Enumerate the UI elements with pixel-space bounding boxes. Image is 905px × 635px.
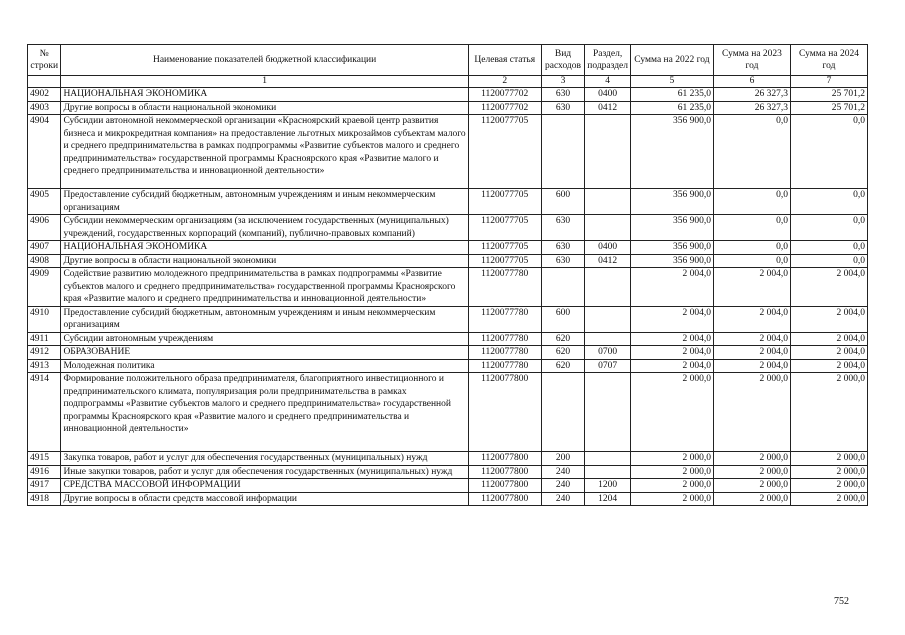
row-target: 1120077780 bbox=[468, 268, 541, 307]
row-section: 1200 bbox=[585, 479, 631, 493]
column-number: 1 bbox=[61, 76, 468, 88]
row-expense-type: 620 bbox=[541, 332, 585, 346]
row-section bbox=[585, 215, 631, 241]
row-name: Субсидии автономным учреждениям bbox=[61, 332, 468, 346]
row-sum-2022: 2 004,0 bbox=[630, 268, 713, 307]
row-number: 4910 bbox=[28, 306, 61, 332]
table-row bbox=[28, 306, 868, 332]
row-sum-2024: 0,0 bbox=[790, 241, 867, 255]
row-target: 1120077705 bbox=[468, 215, 541, 241]
row-expense-type: 600 bbox=[541, 306, 585, 332]
row-expense-type: 620 bbox=[541, 359, 585, 373]
row-target: 1120077780 bbox=[468, 346, 541, 360]
row-target: 1120077800 bbox=[468, 479, 541, 493]
row-name: Предоставление субсидий бюджетным, автономным учреждениям и иным некоммерческим организациям bbox=[61, 306, 468, 332]
row-sum-2023: 2 000,0 bbox=[713, 465, 790, 479]
table-row bbox=[28, 373, 868, 452]
row-expense-type: 240 bbox=[541, 492, 585, 506]
header-name: Наименование показателей бюджетной классификации bbox=[61, 45, 468, 76]
row-expense-type: 240 bbox=[541, 465, 585, 479]
row-expense-type: 620 bbox=[541, 346, 585, 360]
row-number: 4916 bbox=[28, 465, 61, 479]
row-sum-2024: 2 004,0 bbox=[790, 346, 867, 360]
row-section bbox=[585, 452, 631, 466]
row-sum-2022: 2 000,0 bbox=[630, 452, 713, 466]
row-expense-type: 630 bbox=[541, 254, 585, 268]
row-number: 4911 bbox=[28, 332, 61, 346]
row-number: 4903 bbox=[28, 101, 61, 115]
column-number: 7 bbox=[790, 76, 867, 88]
row-section bbox=[585, 189, 631, 215]
table-row bbox=[28, 346, 868, 360]
row-name: Субсидии автономной некоммерческой организации «Красноярский краевой центр развития бизнеса и микрокредитная компания» на предоставление льготных микрозаймов субъектам малого и среднего предпринимательства в рамках подпрограммы «Развитие субъектов малого и среднего предпринимательства» государственной программы Красноярского края «Развитие малого и среднего предпринимательства и инновационной деятельности» bbox=[61, 115, 468, 189]
row-sum-2022: 2 004,0 bbox=[630, 306, 713, 332]
table-row bbox=[28, 492, 868, 506]
row-expense-type: 630 bbox=[541, 101, 585, 115]
row-expense-type: 630 bbox=[541, 215, 585, 241]
row-target: 1120077780 bbox=[468, 306, 541, 332]
header-target: Целевая статья bbox=[468, 45, 541, 76]
row-section: 1204 bbox=[585, 492, 631, 506]
header-row-no: № строки bbox=[28, 45, 61, 76]
row-name: ОБРАЗОВАНИЕ bbox=[61, 346, 468, 360]
row-target: 1120077800 bbox=[468, 452, 541, 466]
table-row bbox=[28, 465, 868, 479]
row-sum-2023: 2 000,0 bbox=[713, 452, 790, 466]
row-sum-2023: 0,0 bbox=[713, 215, 790, 241]
row-expense-type: 200 bbox=[541, 452, 585, 466]
row-sum-2024: 2 004,0 bbox=[790, 306, 867, 332]
row-name: Закупка товаров, работ и услуг для обеспечения государственных (муниципальных) нужд bbox=[61, 452, 468, 466]
row-target: 1120077702 bbox=[468, 88, 541, 102]
row-section bbox=[585, 332, 631, 346]
budget-table bbox=[27, 44, 868, 506]
row-name: Содействие развитию молодежного предпринимательства в рамках подпрограммы «Развитие субъектов малого и среднего предпринимательства» государственной программы Красноярского края «Развитие малого и среднего предпринимательства и инновационной деятельности» bbox=[61, 268, 468, 307]
table-row bbox=[28, 241, 868, 255]
row-name: НАЦИОНАЛЬНАЯ ЭКОНОМИКА bbox=[61, 241, 468, 255]
row-sum-2024: 2 000,0 bbox=[790, 373, 867, 452]
row-section bbox=[585, 115, 631, 189]
table-row bbox=[28, 332, 868, 346]
row-sum-2023: 0,0 bbox=[713, 115, 790, 189]
row-sum-2023: 26 327,3 bbox=[713, 88, 790, 102]
row-number: 4905 bbox=[28, 189, 61, 215]
row-sum-2024: 25 701,2 bbox=[790, 101, 867, 115]
row-sum-2023: 2 004,0 bbox=[713, 359, 790, 373]
row-number: 4909 bbox=[28, 268, 61, 307]
row-sum-2022: 2 000,0 bbox=[630, 373, 713, 452]
row-sum-2024: 25 701,2 bbox=[790, 88, 867, 102]
row-sum-2023: 2 004,0 bbox=[713, 306, 790, 332]
row-sum-2023: 26 327,3 bbox=[713, 101, 790, 115]
row-expense-type bbox=[541, 373, 585, 452]
row-name: Предоставление субсидий бюджетным, автономным учреждениям и иным некоммерческим организациям bbox=[61, 189, 468, 215]
table-row bbox=[28, 101, 868, 115]
row-number: 4918 bbox=[28, 492, 61, 506]
row-number: 4904 bbox=[28, 115, 61, 189]
row-sum-2024: 0,0 bbox=[790, 115, 867, 189]
row-sum-2023: 2 000,0 bbox=[713, 479, 790, 493]
row-expense-type: 600 bbox=[541, 189, 585, 215]
row-expense-type: 240 bbox=[541, 479, 585, 493]
row-name: Формирование положительного образа предпринимателя, благоприятного инвестиционного и предпринимательского климата, популяризация роли предпринимательства в рамках подпрограммы «Развитие субъектов малого и среднего предпринимательства» государственной программы Красноярского края «Развитие малого и среднего предпринимательства и инновационной деятельности» bbox=[61, 373, 468, 452]
column-number: 5 bbox=[630, 76, 713, 88]
header-sum-2022: Сумма на 2022 год bbox=[630, 45, 713, 76]
row-target: 1120077800 bbox=[468, 373, 541, 452]
row-sum-2022: 2 004,0 bbox=[630, 332, 713, 346]
row-number: 4902 bbox=[28, 88, 61, 102]
row-section: 0412 bbox=[585, 254, 631, 268]
table-row bbox=[28, 452, 868, 466]
row-target: 1120077705 bbox=[468, 254, 541, 268]
row-sum-2024: 2 004,0 bbox=[790, 359, 867, 373]
row-number: 4908 bbox=[28, 254, 61, 268]
row-name: Субсидии некоммерческим организациям (за исключением государственных (муниципальных) учреждений, государственных корпораций (компаний), публично-правовых компаний) bbox=[61, 215, 468, 241]
header-sum-2024: Сумма на 2024 год bbox=[790, 45, 867, 76]
row-sum-2022: 61 235,0 bbox=[630, 88, 713, 102]
row-sum-2022: 356 900,0 bbox=[630, 215, 713, 241]
row-number: 4915 bbox=[28, 452, 61, 466]
row-sum-2024: 2 000,0 bbox=[790, 452, 867, 466]
table-row bbox=[28, 189, 868, 215]
row-section: 0400 bbox=[585, 241, 631, 255]
row-sum-2023: 2 004,0 bbox=[713, 346, 790, 360]
row-expense-type: 630 bbox=[541, 88, 585, 102]
row-sum-2022: 356 900,0 bbox=[630, 115, 713, 189]
row-name: Другие вопросы в области средств массовой информации bbox=[61, 492, 468, 506]
row-expense-type bbox=[541, 268, 585, 307]
table-body bbox=[28, 88, 868, 506]
row-section bbox=[585, 306, 631, 332]
column-numbers-row bbox=[28, 76, 868, 88]
header-sum-2023: Сумма на 2023 год bbox=[713, 45, 790, 76]
row-sum-2023: 0,0 bbox=[713, 189, 790, 215]
row-expense-type: 630 bbox=[541, 241, 585, 255]
row-section bbox=[585, 268, 631, 307]
header-section: Раздел, подраздел bbox=[585, 45, 631, 76]
row-sum-2024: 0,0 bbox=[790, 189, 867, 215]
row-name: Иные закупки товаров, работ и услуг для обеспечения государственных (муниципальных) нужд bbox=[61, 465, 468, 479]
table-row bbox=[28, 215, 868, 241]
row-section bbox=[585, 465, 631, 479]
row-sum-2023: 2 004,0 bbox=[713, 332, 790, 346]
column-number: 3 bbox=[541, 76, 585, 88]
table-row bbox=[28, 268, 868, 307]
row-sum-2024: 2 000,0 bbox=[790, 465, 867, 479]
column-number: 4 bbox=[585, 76, 631, 88]
row-target: 1120077800 bbox=[468, 492, 541, 506]
row-number: 4912 bbox=[28, 346, 61, 360]
row-number: 4906 bbox=[28, 215, 61, 241]
row-section: 0400 bbox=[585, 88, 631, 102]
row-sum-2023: 2 000,0 bbox=[713, 373, 790, 452]
header-row bbox=[28, 45, 868, 76]
table-row bbox=[28, 359, 868, 373]
row-section: 0707 bbox=[585, 359, 631, 373]
column-number bbox=[28, 76, 61, 88]
row-sum-2023: 2 000,0 bbox=[713, 492, 790, 506]
row-sum-2022: 356 900,0 bbox=[630, 241, 713, 255]
row-number: 4914 bbox=[28, 373, 61, 452]
row-sum-2024: 2 000,0 bbox=[790, 492, 867, 506]
row-expense-type bbox=[541, 115, 585, 189]
row-sum-2022: 356 900,0 bbox=[630, 254, 713, 268]
row-target: 1120077702 bbox=[468, 101, 541, 115]
table-row bbox=[28, 88, 868, 102]
table-row bbox=[28, 115, 868, 189]
row-sum-2022: 2 000,0 bbox=[630, 492, 713, 506]
page-number: 752 bbox=[834, 596, 849, 607]
row-name: НАЦИОНАЛЬНАЯ ЭКОНОМИКА bbox=[61, 88, 468, 102]
row-sum-2024: 2 004,0 bbox=[790, 332, 867, 346]
row-sum-2022: 2 000,0 bbox=[630, 479, 713, 493]
row-sum-2022: 2 000,0 bbox=[630, 465, 713, 479]
table-row bbox=[28, 479, 868, 493]
row-sum-2022: 356 900,0 bbox=[630, 189, 713, 215]
column-number: 6 bbox=[713, 76, 790, 88]
row-target: 1120077800 bbox=[468, 465, 541, 479]
row-sum-2022: 61 235,0 bbox=[630, 101, 713, 115]
row-name: Другие вопросы в области национальной экономики bbox=[61, 254, 468, 268]
row-name: Другие вопросы в области национальной экономики bbox=[61, 101, 468, 115]
row-number: 4917 bbox=[28, 479, 61, 493]
row-sum-2024: 0,0 bbox=[790, 215, 867, 241]
row-number: 4913 bbox=[28, 359, 61, 373]
row-sum-2023: 2 004,0 bbox=[713, 268, 790, 307]
row-sum-2024: 2 000,0 bbox=[790, 479, 867, 493]
row-sum-2023: 0,0 bbox=[713, 254, 790, 268]
row-target: 1120077705 bbox=[468, 115, 541, 189]
row-target: 1120077705 bbox=[468, 241, 541, 255]
row-section bbox=[585, 373, 631, 452]
table-row bbox=[28, 254, 868, 268]
row-section: 0700 bbox=[585, 346, 631, 360]
row-name: СРЕДСТВА МАССОВОЙ ИНФОРМАЦИИ bbox=[61, 479, 468, 493]
row-sum-2022: 2 004,0 bbox=[630, 359, 713, 373]
row-sum-2023: 0,0 bbox=[713, 241, 790, 255]
row-sum-2022: 2 004,0 bbox=[630, 346, 713, 360]
row-sum-2024: 0,0 bbox=[790, 254, 867, 268]
column-number: 2 bbox=[468, 76, 541, 88]
row-name: Молодежная политика bbox=[61, 359, 468, 373]
row-target: 1120077780 bbox=[468, 359, 541, 373]
row-target: 1120077705 bbox=[468, 189, 541, 215]
row-section: 0412 bbox=[585, 101, 631, 115]
row-target: 1120077780 bbox=[468, 332, 541, 346]
row-number: 4907 bbox=[28, 241, 61, 255]
row-sum-2024: 2 004,0 bbox=[790, 268, 867, 307]
header-expense-type: Вид расходов bbox=[541, 45, 585, 76]
